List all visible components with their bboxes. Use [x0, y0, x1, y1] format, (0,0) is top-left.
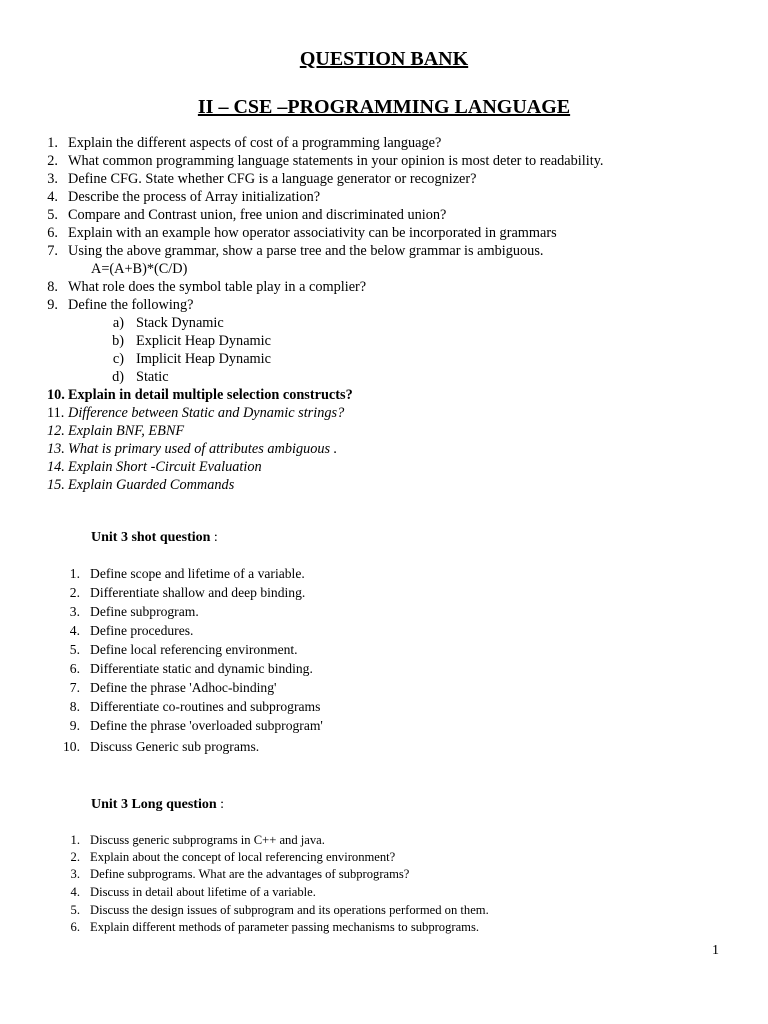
question-text: What common programming language statements in your opinion is most deter to readability. [68, 153, 604, 169]
question-text: Explain in detail multiple selection constructs? [68, 387, 353, 403]
item-number: 10. [63, 739, 80, 754]
sub-item-letter: c) [112, 351, 124, 367]
item-number: 9. [69, 718, 80, 733]
item-text: Define the phrase 'overloaded subprogram' [90, 718, 323, 733]
question-text: Define CFG. State whether CFG is a language generator or recognizer? [68, 171, 477, 187]
page-subtitle: II – CSE –PROGRAMMING LANGUAGE [197, 96, 571, 118]
heading-text: Unit 3 Long question [91, 797, 217, 812]
question-number: 10. [47, 387, 65, 403]
page-title: QUESTION BANK [299, 48, 469, 70]
question-text: Explain the different aspects of cost of a programming language? [68, 135, 442, 151]
item-text: Explain different methods of parameter passing mechanisms to subprograms. [90, 920, 480, 934]
question-number: 1. [47, 135, 58, 151]
question-number: 14. [47, 459, 65, 475]
item-number: 4. [70, 885, 80, 899]
sub-item-letter: b) [112, 333, 124, 349]
sub-item-text: Stack Dynamic [136, 315, 224, 331]
item-text: Differentiate co-routines and subprograms [90, 699, 321, 714]
question-number: 3. [47, 171, 58, 187]
heading-colon: : [210, 530, 218, 545]
item-text: Define scope and lifetime of a variable. [90, 566, 305, 581]
item-number: 6. [69, 661, 80, 676]
question-text: Explain Short -Circuit Evaluation [68, 459, 262, 475]
question-number: 12. [47, 423, 65, 439]
item-text: Define local referencing environment. [90, 642, 298, 657]
question-text: What role does the symbol table play in a complier? [68, 279, 367, 295]
question-number: 8. [47, 279, 58, 295]
item-text: Define procedures. [90, 623, 194, 638]
item-number: 6. [70, 920, 80, 934]
item-number: 2. [70, 850, 80, 864]
sub-item-letter: d) [112, 369, 124, 385]
item-number: 5. [70, 903, 80, 917]
sub-item-letter: a) [112, 315, 124, 331]
item-number: 5. [69, 642, 80, 657]
question-text: Describe the process of Array initialization? [68, 189, 321, 205]
item-number: 3. [70, 867, 80, 881]
item-number: 8. [69, 699, 80, 714]
item-number: 1. [69, 566, 80, 581]
page-number: 1 [712, 943, 719, 958]
question-text: Using the above grammar, show a parse tree and the below grammar is ambiguous. [68, 243, 544, 259]
question-text: Define the following? [68, 297, 194, 313]
question-number: 2. [47, 153, 58, 169]
unit3-short-heading [91, 529, 218, 547]
sub-item-text: Static [136, 369, 169, 385]
item-number: 7. [69, 680, 80, 695]
item-text: Discuss in detail about lifetime of a variable. [90, 885, 316, 899]
item-number: 4. [69, 623, 80, 638]
grammar-formula: A=(A+B)*(C/D) [91, 261, 188, 277]
heading-colon: : [216, 797, 225, 812]
sub-item-text: Implicit Heap Dynamic [136, 351, 271, 367]
question-text: What is primary used of attributes ambiguous . [68, 441, 338, 457]
question-text: Explain with an example how operator associativity can be incorporated in grammars [68, 225, 557, 241]
question-text: Difference between Static and Dynamic strings? [68, 405, 345, 421]
question-number: 11. [47, 405, 65, 421]
question-number: 9. [47, 297, 58, 313]
item-text: Discuss generic subprograms in C++ and java. [90, 833, 325, 847]
item-text: Explain about the concept of local referencing environment? [90, 850, 396, 864]
question-text: Compare and Contrast union, free union and discriminated union? [68, 207, 447, 223]
item-number: 1. [70, 833, 80, 847]
item-text: Discuss the design issues of subprogram and its operations performed on them. [90, 903, 489, 917]
heading-text: Unit 3 shot question [91, 530, 211, 545]
question-number: 7. [47, 243, 58, 259]
sub-item-text: Explicit Heap Dynamic [136, 333, 271, 349]
item-text: Differentiate static and dynamic binding. [90, 661, 313, 676]
question-text: Explain BNF, EBNF [68, 423, 185, 439]
question-number: 6. [47, 225, 58, 241]
item-text: Define the phrase 'Adhoc-binding' [90, 680, 277, 695]
item-text: Differentiate shallow and deep binding. [90, 585, 306, 600]
item-text: Define subprogram. [90, 604, 199, 619]
item-number: 3. [69, 604, 80, 619]
item-text: Define subprograms. What are the advantages of subprograms? [90, 867, 410, 881]
question-number: 4. [47, 189, 58, 205]
question-number: 13. [47, 441, 65, 457]
item-text: Discuss Generic sub programs. [90, 739, 260, 754]
item-number: 2. [69, 585, 80, 600]
question-number: 5. [47, 207, 58, 223]
question-number: 15. [47, 477, 65, 493]
unit3-long-heading [91, 796, 224, 814]
question-text: Explain Guarded Commands [68, 477, 235, 493]
